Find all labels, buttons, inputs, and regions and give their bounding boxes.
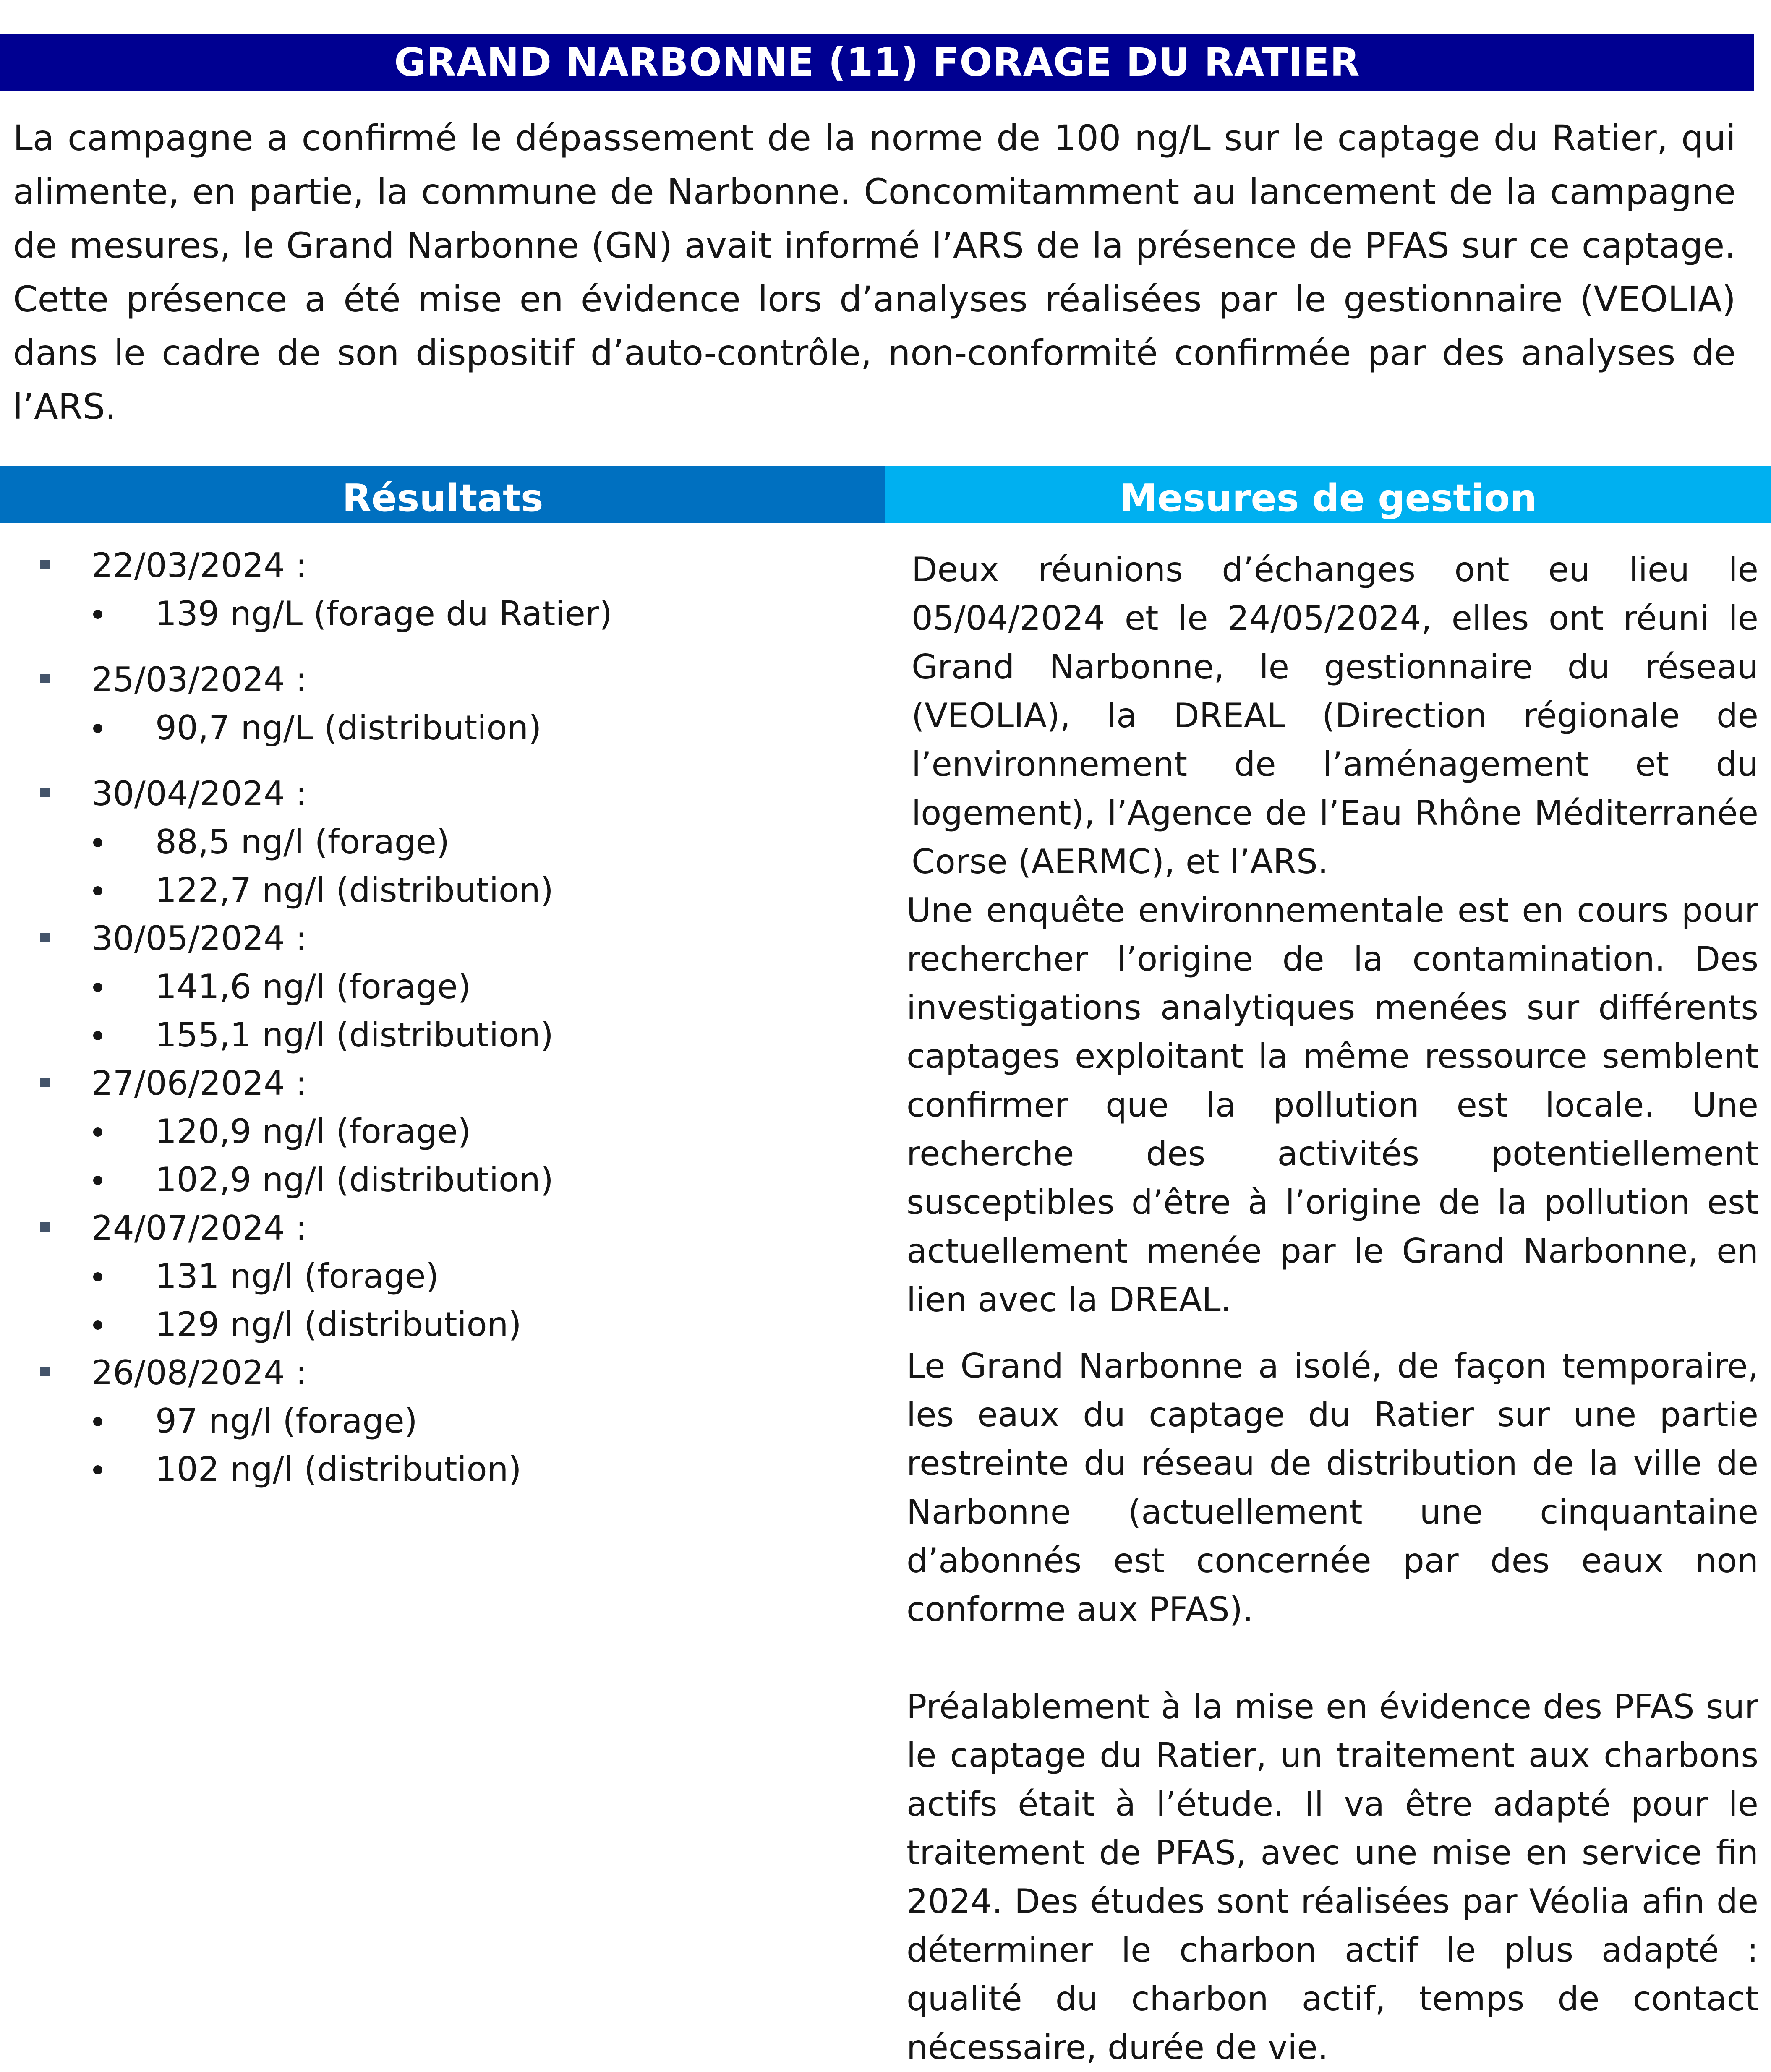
dot-bullet-icon xyxy=(93,1272,102,1281)
dot-bullet-icon xyxy=(93,610,102,619)
result-group xyxy=(0,1349,881,1493)
page-title: GRAND NARBONNE (11) FORAGE DU RATIER xyxy=(0,34,1754,91)
results-list xyxy=(0,541,881,1493)
square-bullet-icon xyxy=(40,1367,50,1376)
measures-column xyxy=(906,545,1758,2072)
result-value: 131 ng/l (forage) xyxy=(0,1252,881,1300)
result-value: 155,1 ng/l (distribution) xyxy=(0,1011,881,1059)
result-value: 88,5 ng/l (forage) xyxy=(0,818,881,866)
result-date: 22/03/2024 : xyxy=(0,541,881,590)
square-bullet-icon xyxy=(40,788,50,797)
square-bullet-icon xyxy=(40,1222,50,1232)
result-group xyxy=(0,770,881,914)
result-group xyxy=(0,914,881,1059)
measures-header: Mesures de gestion xyxy=(886,466,1771,523)
measures-paragraph: Le Grand Narbonne a isolé, de façon temporaire, les eaux du captage du Ratier sur une partie restreinte du réseau de distribution de la ville de Narbonne (actuellement une cinquantaine d’abonnés est concernée par des eaux non conforme aux PFAS). xyxy=(906,1347,1758,1629)
result-group xyxy=(0,541,881,638)
dot-bullet-icon xyxy=(93,1176,102,1185)
dot-bullet-icon xyxy=(93,1031,102,1040)
result-value: 122,7 ng/l (distribution) xyxy=(0,866,881,914)
dot-bullet-icon xyxy=(93,1417,102,1426)
measures-paragraph: Préalablement à la mise en évidence des PFAS sur le captage du Ratier, un traitement aux charbons actifs était à l’étude. Il va être adapté pour le traitement de PFAS, avec une mise en service fin 2024. Des études sont réalisées par Véolia afin de déterminer le charbon actif le plus adapté : qualité du charbon actif, temps de contact nécessaire, durée de vie. xyxy=(906,1687,1758,2067)
result-value: 141,6 ng/l (forage) xyxy=(0,963,881,1011)
measures-paragraph: Deux réunions d’échanges ont eu lieu le 05/04/2024 et le 24/05/2024, elles ont réuni le Grand Narbonne, le gestionnaire du réseau (VEOLIA), la DREAL (Direction régionale de l’environnement de l’aménagement et du logement), l’Agence de l’Eau Rhône Méditerranée Corse (AERMC), et l’ARS. xyxy=(912,550,1758,881)
result-date: 30/05/2024 : xyxy=(0,914,881,963)
result-group xyxy=(0,655,881,752)
result-value: 129 ng/l (distribution) xyxy=(0,1300,881,1349)
square-bullet-icon xyxy=(40,933,50,942)
result-date: 26/08/2024 : xyxy=(0,1349,881,1397)
result-date: 25/03/2024 : xyxy=(0,655,881,704)
result-value: 120,9 ng/l (forage) xyxy=(0,1107,881,1156)
result-value: 139 ng/L (forage du Ratier) xyxy=(0,590,881,638)
measures-paragraph: Une enquête environnementale est en cours pour rechercher l’origine de la contamination. Des investigations analytiques menées sur différents captages exploitant la même ressource semblent confirmer que la pollution est locale. Une recherche des activités potentiellement susceptibles d’être à l’origine de la pollution est actuellement menée par le Grand Narbonne, en lien avec la DREAL. xyxy=(906,891,1758,1319)
result-value: 102,9 ng/l (distribution) xyxy=(0,1156,881,1204)
result-value: 97 ng/l (forage) xyxy=(0,1397,881,1445)
dot-bullet-icon xyxy=(93,886,102,895)
square-bullet-icon xyxy=(40,674,50,683)
intro-paragraph: La campagne a confirmé le dépassement de la norme de 100 ng/L sur le captage du Ratier, qui alimente, en partie, la commune de Narbonne. Concomitamment au lancement de la campagne de mesures, le Grand Narbonne (GN) avait informé l’ARS de la présence de PFAS sur ce captage. Cette présence a été mise en évidence lors d’analyses réalisées par le gestionnaire (VEOLIA) dans le cadre de son dispositif d’auto-contrôle, non-conformité confirmée par des analyses de l’ARS. xyxy=(13,117,1736,427)
result-date: 27/06/2024 : xyxy=(0,1059,881,1107)
dot-bullet-icon xyxy=(93,1320,102,1330)
dot-bullet-icon xyxy=(93,1465,102,1474)
dot-bullet-icon xyxy=(93,724,102,733)
result-value: 90,7 ng/L (distribution) xyxy=(0,704,881,752)
dot-bullet-icon xyxy=(93,838,102,847)
result-date: 24/07/2024 : xyxy=(0,1204,881,1252)
square-bullet-icon xyxy=(40,1078,50,1087)
result-group xyxy=(0,1204,881,1349)
results-header: Résultats xyxy=(0,466,886,523)
dot-bullet-icon xyxy=(93,1127,102,1137)
dot-bullet-icon xyxy=(93,983,102,992)
square-bullet-icon xyxy=(40,560,50,569)
result-value: 102 ng/l (distribution) xyxy=(0,1445,881,1493)
result-date: 30/04/2024 : xyxy=(0,770,881,818)
result-group xyxy=(0,1059,881,1204)
